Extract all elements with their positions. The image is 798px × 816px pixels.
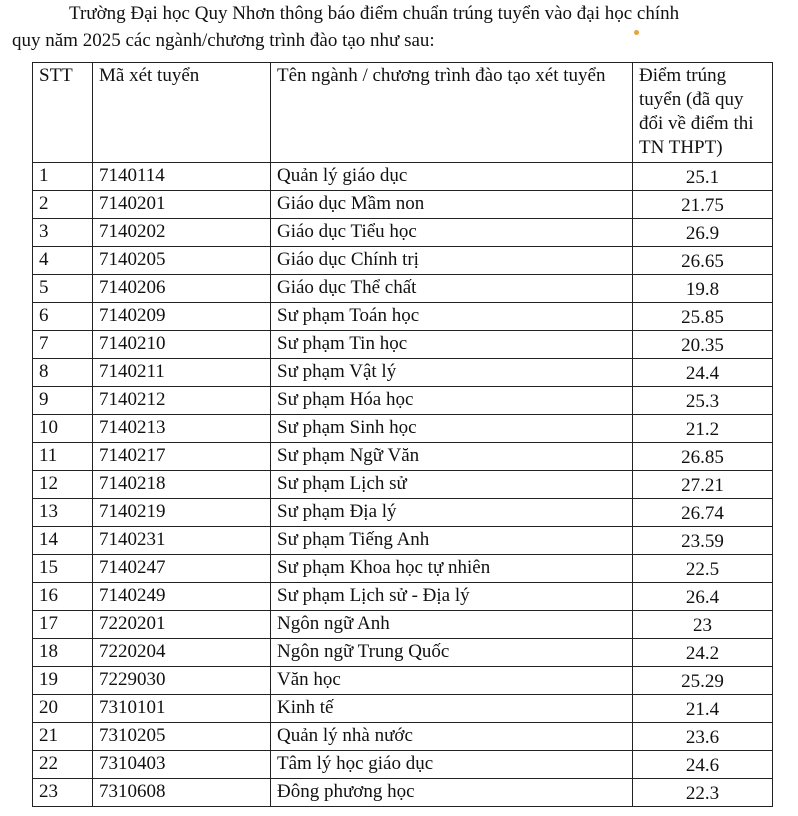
table-row — [33, 415, 773, 443]
table-row — [33, 779, 773, 807]
cell-score: 20.35 — [633, 331, 773, 359]
table-row — [33, 191, 773, 219]
table-row — [33, 667, 773, 695]
cell-code: 7140213 — [93, 415, 271, 443]
admission-scores-table — [32, 62, 773, 807]
cell-score: 25.85 — [633, 303, 773, 331]
cell-major: Quản lý nhà nước — [271, 723, 633, 751]
cell-score: 21.75 — [633, 191, 773, 219]
cell-score: 24.2 — [633, 639, 773, 667]
cell-score: 26.4 — [633, 583, 773, 611]
cell-score: 23.6 — [633, 723, 773, 751]
cell-stt: 12 — [33, 471, 93, 499]
cell-major: Giáo dục Thể chất — [271, 275, 633, 303]
cell-score: 26.85 — [633, 443, 773, 471]
cell-code: 7140210 — [93, 331, 271, 359]
cell-stt: 1 — [33, 163, 93, 191]
table-row — [33, 723, 773, 751]
table-row — [33, 443, 773, 471]
cell-score: 23 — [633, 611, 773, 639]
cell-code: 7310608 — [93, 779, 271, 807]
cell-major: Sư phạm Địa lý — [271, 499, 633, 527]
cell-major: Sư phạm Hóa học — [271, 387, 633, 415]
intro-paragraph — [12, 0, 792, 54]
cell-code: 7140209 — [93, 303, 271, 331]
table-row — [33, 555, 773, 583]
cell-code: 7220204 — [93, 639, 271, 667]
cell-score: 26.74 — [633, 499, 773, 527]
table-row — [33, 247, 773, 275]
cell-score: 22.5 — [633, 555, 773, 583]
table-row — [33, 387, 773, 415]
cell-stt: 16 — [33, 583, 93, 611]
cell-code: 7140201 — [93, 191, 271, 219]
cell-major: Đông phương học — [271, 779, 633, 807]
cell-major: Ngôn ngữ Anh — [271, 611, 633, 639]
cell-score: 25.29 — [633, 667, 773, 695]
cell-stt: 19 — [33, 667, 93, 695]
cell-major: Giáo dục Tiểu học — [271, 219, 633, 247]
table-row — [33, 499, 773, 527]
table-row — [33, 471, 773, 499]
cell-code: 7229030 — [93, 667, 271, 695]
table-row — [33, 695, 773, 723]
table-row — [33, 219, 773, 247]
cell-major: Sư phạm Lịch sử — [271, 471, 633, 499]
cell-stt: 13 — [33, 499, 93, 527]
cell-code: 7140114 — [93, 163, 271, 191]
cell-code: 7220201 — [93, 611, 271, 639]
table-row — [33, 331, 773, 359]
table-row — [33, 303, 773, 331]
cell-major: Sư phạm Tin học — [271, 331, 633, 359]
cell-major: Sư phạm Khoa học tự nhiên — [271, 555, 633, 583]
cell-code: 7140247 — [93, 555, 271, 583]
cell-stt: 8 — [33, 359, 93, 387]
cell-major: Kinh tế — [271, 695, 633, 723]
cell-stt: 21 — [33, 723, 93, 751]
cell-stt: 2 — [33, 191, 93, 219]
cell-code: 7140249 — [93, 583, 271, 611]
cell-stt: 22 — [33, 751, 93, 779]
header-score: Điểm trúng tuyển (đã quy đổi về điểm thi TN THPT) — [633, 63, 773, 163]
cell-score: 26.9 — [633, 219, 773, 247]
cell-code: 7140202 — [93, 219, 271, 247]
table-row — [33, 611, 773, 639]
cell-stt: 6 — [33, 303, 93, 331]
intro-line-1: Trường Đại học Quy Nhơn thông báo điểm chuẩn trúng tuyển vào đại học chính — [69, 3, 680, 24]
cell-stt: 4 — [33, 247, 93, 275]
header-stt: STT — [33, 63, 93, 163]
cell-major: Quản lý giáo dục — [271, 163, 633, 191]
cell-stt: 18 — [33, 639, 93, 667]
cell-code: 7310101 — [93, 695, 271, 723]
cell-major: Sư phạm Vật lý — [271, 359, 633, 387]
cell-code: 7140211 — [93, 359, 271, 387]
cell-stt: 11 — [33, 443, 93, 471]
header-major: Tên ngành / chương trình đào tạo xét tuyển — [271, 63, 633, 163]
cell-stt: 23 — [33, 779, 93, 807]
cell-code: 7140205 — [93, 247, 271, 275]
cell-score: 26.65 — [633, 247, 773, 275]
cell-score: 24.4 — [633, 359, 773, 387]
intro-line-2: quy năm 2025 các ngành/chương trình đào tạo như sau: — [12, 30, 435, 51]
cell-score: 19.8 — [633, 275, 773, 303]
cell-code: 7140217 — [93, 443, 271, 471]
cell-major: Văn học — [271, 667, 633, 695]
cell-stt: 3 — [33, 219, 93, 247]
table-header-row — [33, 63, 773, 163]
cell-score: 27.21 — [633, 471, 773, 499]
cell-major: Sư phạm Toán học — [271, 303, 633, 331]
cell-stt: 7 — [33, 331, 93, 359]
cell-major: Sư phạm Ngữ Văn — [271, 443, 633, 471]
cell-code: 7140218 — [93, 471, 271, 499]
decorative-dot — [634, 30, 639, 35]
cell-stt: 5 — [33, 275, 93, 303]
cell-stt: 15 — [33, 555, 93, 583]
cell-code: 7140206 — [93, 275, 271, 303]
header-code: Mã xét tuyển — [93, 63, 271, 163]
cell-code: 7310205 — [93, 723, 271, 751]
table-row — [33, 751, 773, 779]
table-row — [33, 359, 773, 387]
cell-major: Giáo dục Mầm non — [271, 191, 633, 219]
cell-code: 7140212 — [93, 387, 271, 415]
table-row — [33, 583, 773, 611]
cell-stt: 17 — [33, 611, 93, 639]
cell-major: Sư phạm Lịch sử - Địa lý — [271, 583, 633, 611]
table-row — [33, 527, 773, 555]
cell-major: Sư phạm Sinh học — [271, 415, 633, 443]
cell-code: 7310403 — [93, 751, 271, 779]
cell-major: Ngôn ngữ Trung Quốc — [271, 639, 633, 667]
cell-score: 24.6 — [633, 751, 773, 779]
cell-major: Sư phạm Tiếng Anh — [271, 527, 633, 555]
cell-stt: 14 — [33, 527, 93, 555]
cell-score: 22.3 — [633, 779, 773, 807]
cell-score: 21.4 — [633, 695, 773, 723]
cell-major: Tâm lý học giáo dục — [271, 751, 633, 779]
cell-stt: 20 — [33, 695, 93, 723]
table-row — [33, 163, 773, 191]
cell-code: 7140231 — [93, 527, 271, 555]
table-row — [33, 275, 773, 303]
cell-score: 25.3 — [633, 387, 773, 415]
cell-stt: 9 — [33, 387, 93, 415]
table-row — [33, 639, 773, 667]
cell-score: 21.2 — [633, 415, 773, 443]
cell-score: 25.1 — [633, 163, 773, 191]
cell-score: 23.59 — [633, 527, 773, 555]
cell-major: Giáo dục Chính trị — [271, 247, 633, 275]
cell-code: 7140219 — [93, 499, 271, 527]
cell-stt: 10 — [33, 415, 93, 443]
